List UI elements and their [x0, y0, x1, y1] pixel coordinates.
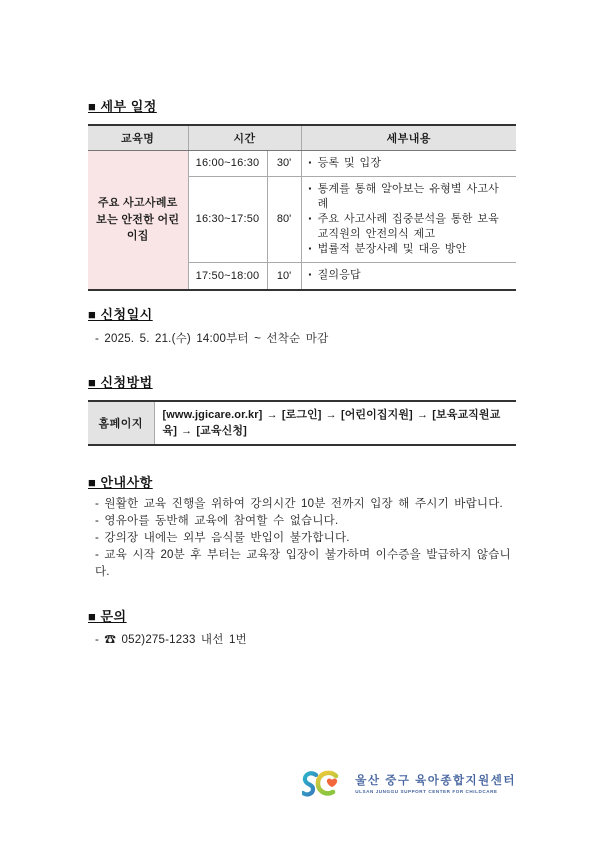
bullet-marker-icon [309, 156, 312, 171]
bullet-item [309, 212, 510, 242]
course-name-cell: 주요 사고사례로 보는 안전한 어린이집 [88, 150, 188, 290]
bullet-marker-icon [309, 268, 312, 283]
schedule-section-title: ■ 세부 일정 [88, 99, 157, 114]
footer-logo [302, 767, 516, 801]
bullet-text: 통계를 통해 알아보는 유형별 사고사례 [317, 182, 499, 210]
bullet-text: 질의응답 [317, 269, 361, 282]
center-logo-icon [302, 767, 348, 801]
bullet-item [309, 242, 510, 257]
bullet-text: 등록 및 입장 [317, 156, 382, 169]
notice-item: - 영유아를 동반해 교육에 참여할 수 없습니다. [95, 515, 339, 527]
content-cell [301, 262, 516, 290]
time-cell: 16:30~17:50 [188, 176, 267, 262]
document-content [88, 96, 516, 649]
content-cell [301, 176, 516, 262]
bullet-marker-icon [309, 212, 312, 242]
application-method-row [88, 401, 516, 445]
contact-phone-text: - ☎ 052)275-1233 내선 1번 [95, 634, 247, 646]
bullet-marker-icon [309, 242, 312, 257]
duration-cell: 10' [267, 262, 301, 290]
application-date-text: - 2025. 5. 21.(수) 14:00부터 ~ 선착순 마감 [95, 333, 329, 345]
homepage-path-cell: [www.jgicare.or.kr] → [로그인] → [어린이집지원] → [보육교직원교육] → [교육신청] [154, 401, 516, 445]
schedule-table [88, 124, 516, 291]
column-header-content: 세부내용 [301, 125, 516, 150]
bullet-text: 법률적 분장사례 및 대응 방안 [317, 242, 467, 255]
contact-section-title: ■ 문의 [88, 609, 127, 624]
bullet-marker-icon [309, 182, 312, 212]
org-name: 울산 중구 육아종합지원센터 [355, 774, 516, 787]
schedule-row-1 [88, 150, 516, 176]
footer-org-text [355, 774, 516, 795]
application-method-section-title: ■ 신청방법 [88, 375, 153, 390]
bullet-item [309, 156, 510, 171]
bullet-text: 주요 사고사례 집중분석을 통한 보육 교직원의 안전의식 제고 [317, 212, 499, 240]
notice-item: - 교육 시작 20분 후 부터는 교육장 입장이 불가하며 이수증을 발급하지 않습니다. [95, 549, 511, 578]
content-cell [301, 150, 516, 176]
homepage-label-cell: 홈페이지 [88, 401, 154, 445]
bullet-item [309, 182, 510, 212]
column-header-course: 교육명 [88, 125, 188, 150]
notice-item: - 강의장 내에는 외부 음식물 반입이 불가합니다. [95, 532, 350, 544]
schedule-header-row [88, 125, 516, 150]
duration-cell: 80' [267, 176, 301, 262]
column-header-time: 시간 [188, 125, 301, 150]
application-method-table [88, 400, 516, 446]
time-cell: 16:00~16:30 [188, 150, 267, 176]
application-date-section-title: ■ 신청일시 [88, 307, 153, 322]
bullet-item [309, 268, 510, 283]
notice-section-title: ■ 안내사항 [88, 475, 153, 490]
notice-item: - 원활한 교육 진행을 위하여 강의시간 10분 전까지 입장 해 주시기 바랍니다. [95, 498, 503, 510]
time-cell: 17:50~18:00 [188, 262, 267, 290]
duration-cell: 30' [267, 150, 301, 176]
org-name-en: ULSAN JUNGGU SUPPORT CENTER FOR CHILDCARE [355, 788, 498, 794]
